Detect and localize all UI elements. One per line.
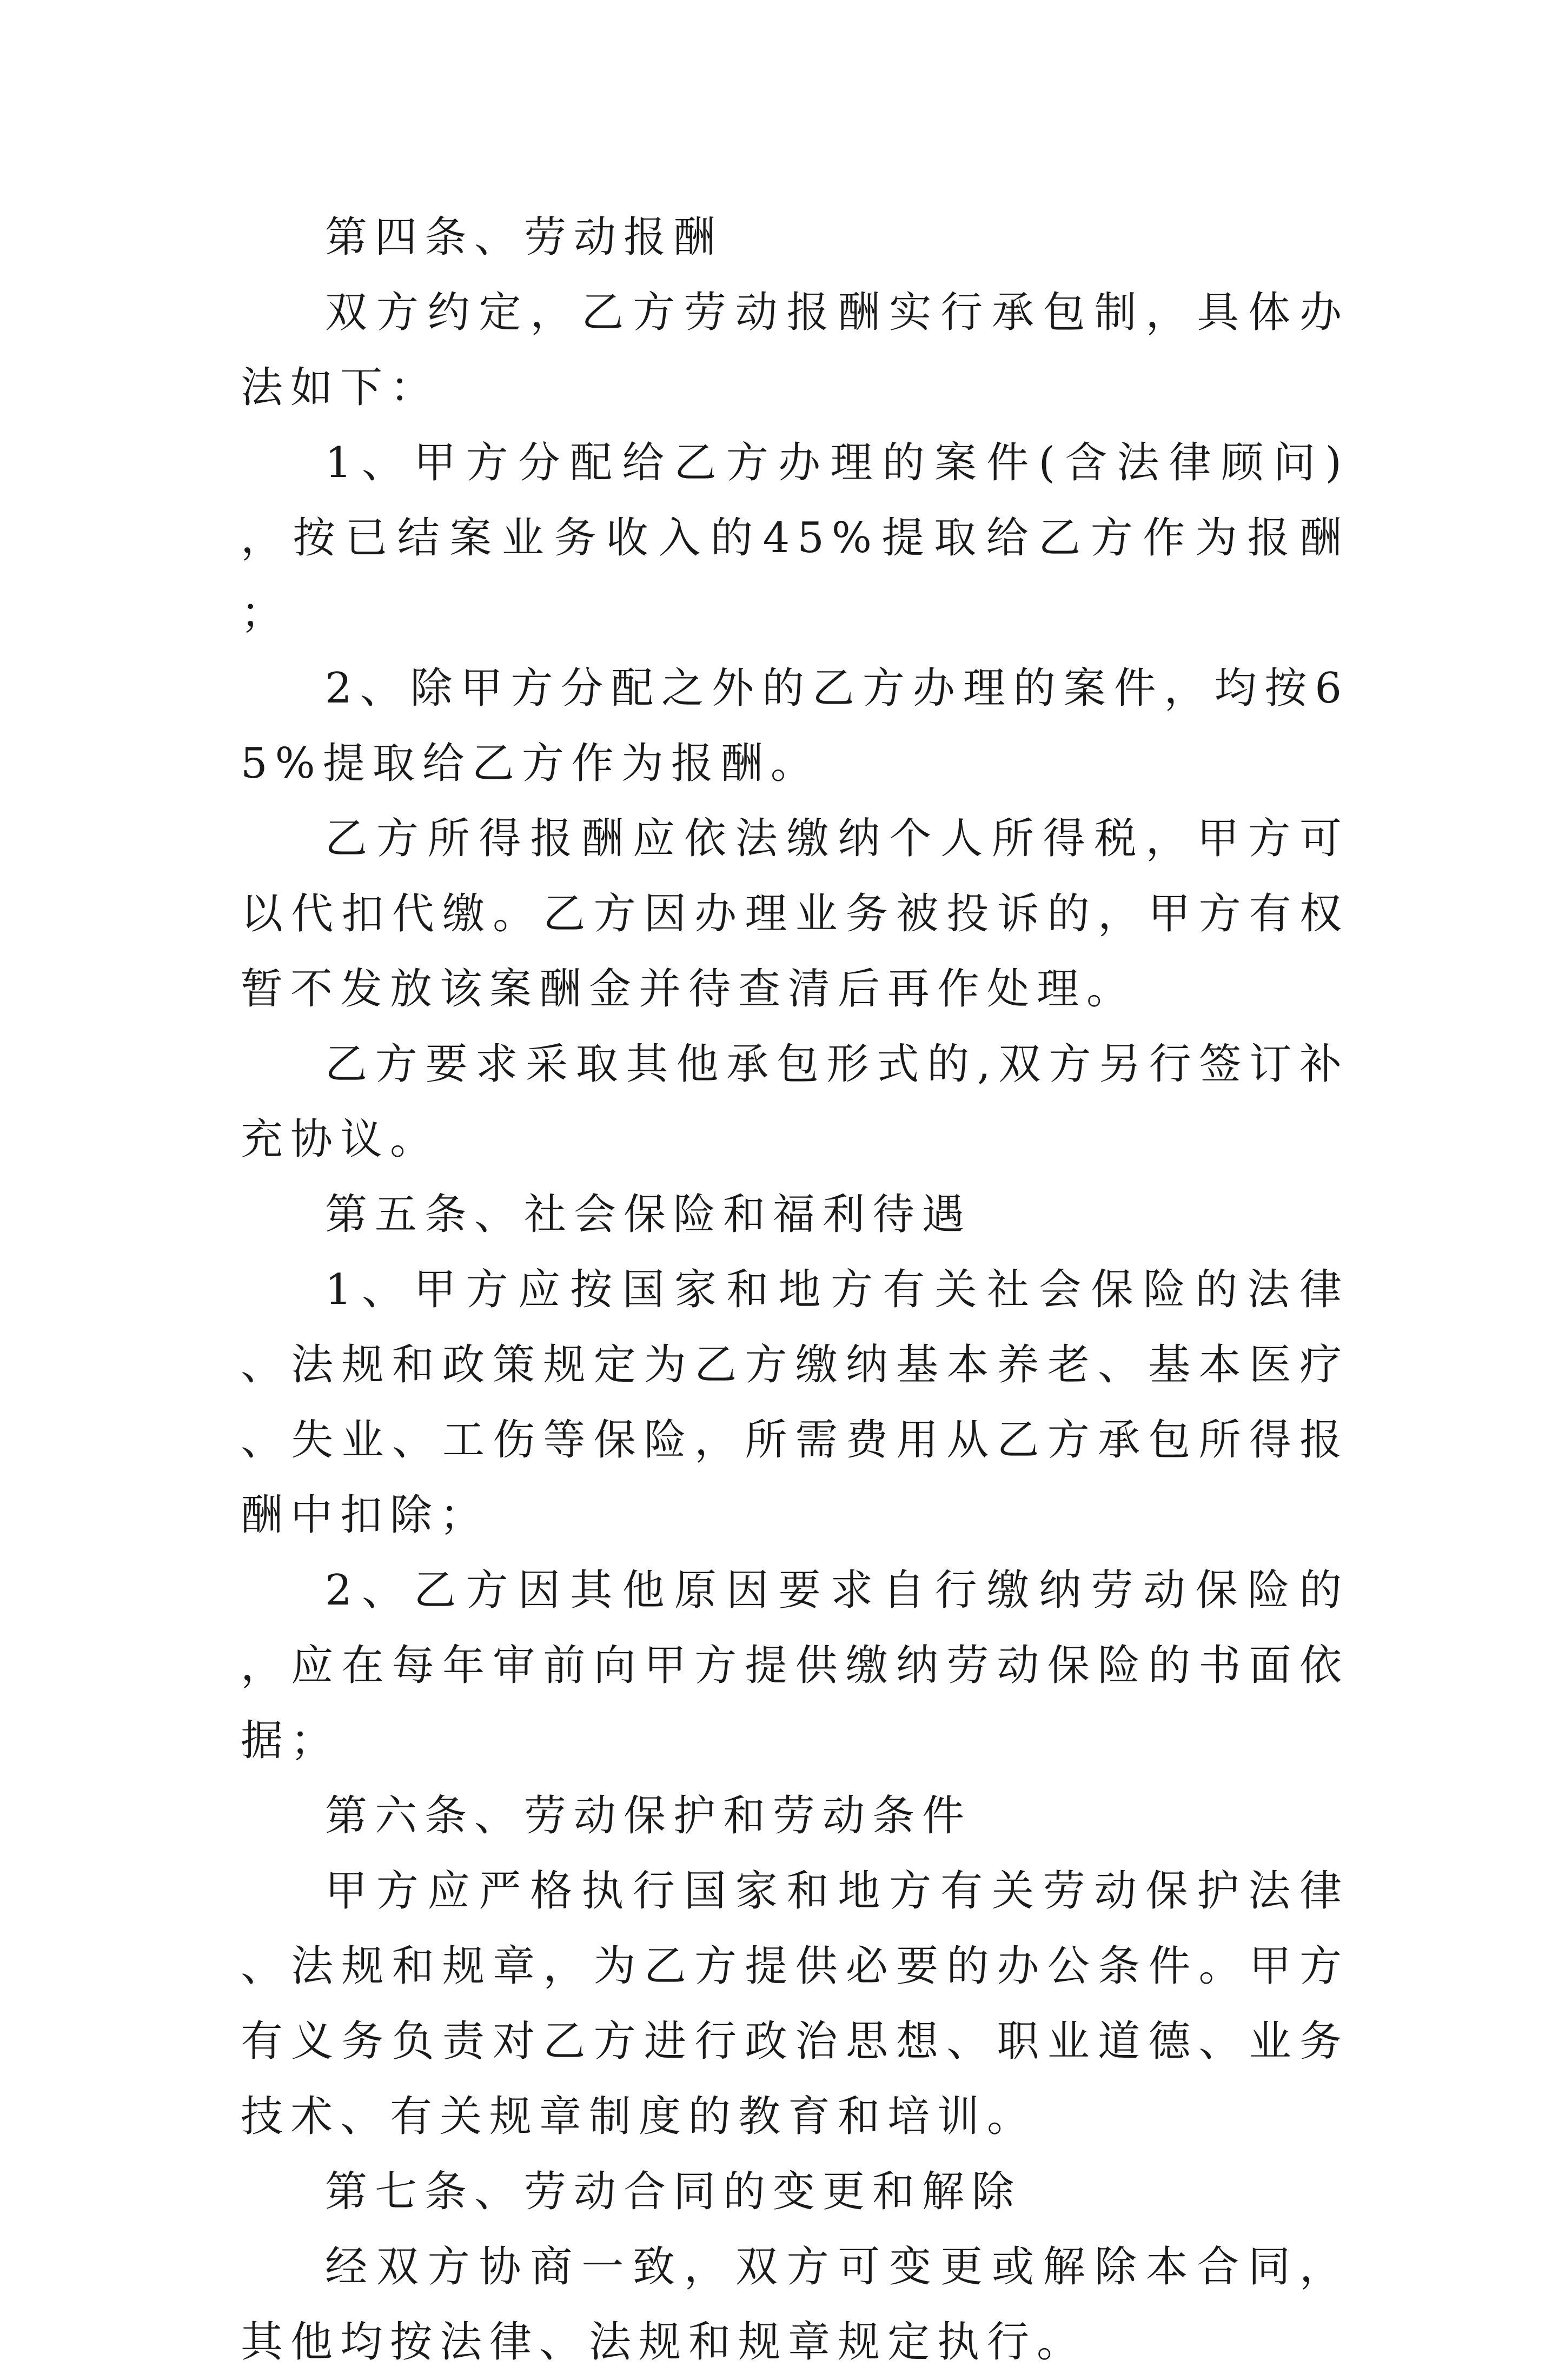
section-heading-6: 第六条、劳动保护和劳动条件 [325, 1792, 972, 1840]
paragraph: 乙方所得报酬应依法缴纳个人所得税，甲方可以代扣代缴。乙方因办理业务被投诉的，甲方有权暂不发放该案酬金并待查清后再作处理。 [241, 814, 1349, 1013]
paragraph: 经双方协商一致，双方可变更或解除本合同，其他均按法律、法规和规章规定执行。 [241, 2243, 1349, 2366]
section-heading-4: 第四条、劳动报酬 [325, 213, 724, 262]
section-heading-5: 第五条、社会保险和福利待遇 [325, 1190, 972, 1239]
paragraph: 1、甲方分配给乙方办理的案件(含法律顾问)，按已结案业务收入的45%提取给乙方作为报酬； [241, 439, 1349, 638]
paragraph: 甲方应严格执行国家和地方有关劳动保护法律、法规和规章，为乙方提供必要的办公条件。甲方有义务负责对乙方进行政治思想、职业道德、业务技术、有关规章制度的教育和培训。 [241, 1867, 1349, 2141]
paragraph: 双方约定，乙方劳动报酬实行承包制，具体办法如下： [241, 288, 1349, 412]
paragraph: 乙方要求采取其他承包形式的,双方另行签订补充协议。 [241, 1040, 1349, 1164]
paragraph: 2、除甲方分配之外的乙方办理的案件，均按65%提取给乙方作为报酬。 [241, 664, 1349, 788]
paragraph: 1、甲方应按国家和地方有关社会保险的法律、法规和政策规定为乙方缴纳基本养老、基本医疗、失业、工伤等保险，所需费用从乙方承包所得报酬中扣除； [241, 1265, 1349, 1540]
paragraph: 2、乙方因其他原因要求自行缴纳劳动保险的，应在每年审前向甲方提供缴纳劳动保险的书面依据； [241, 1566, 1349, 1765]
section-heading-7: 第七条、劳动合同的变更和解除 [325, 2167, 1022, 2216]
document-body [241, 200, 1349, 2380]
